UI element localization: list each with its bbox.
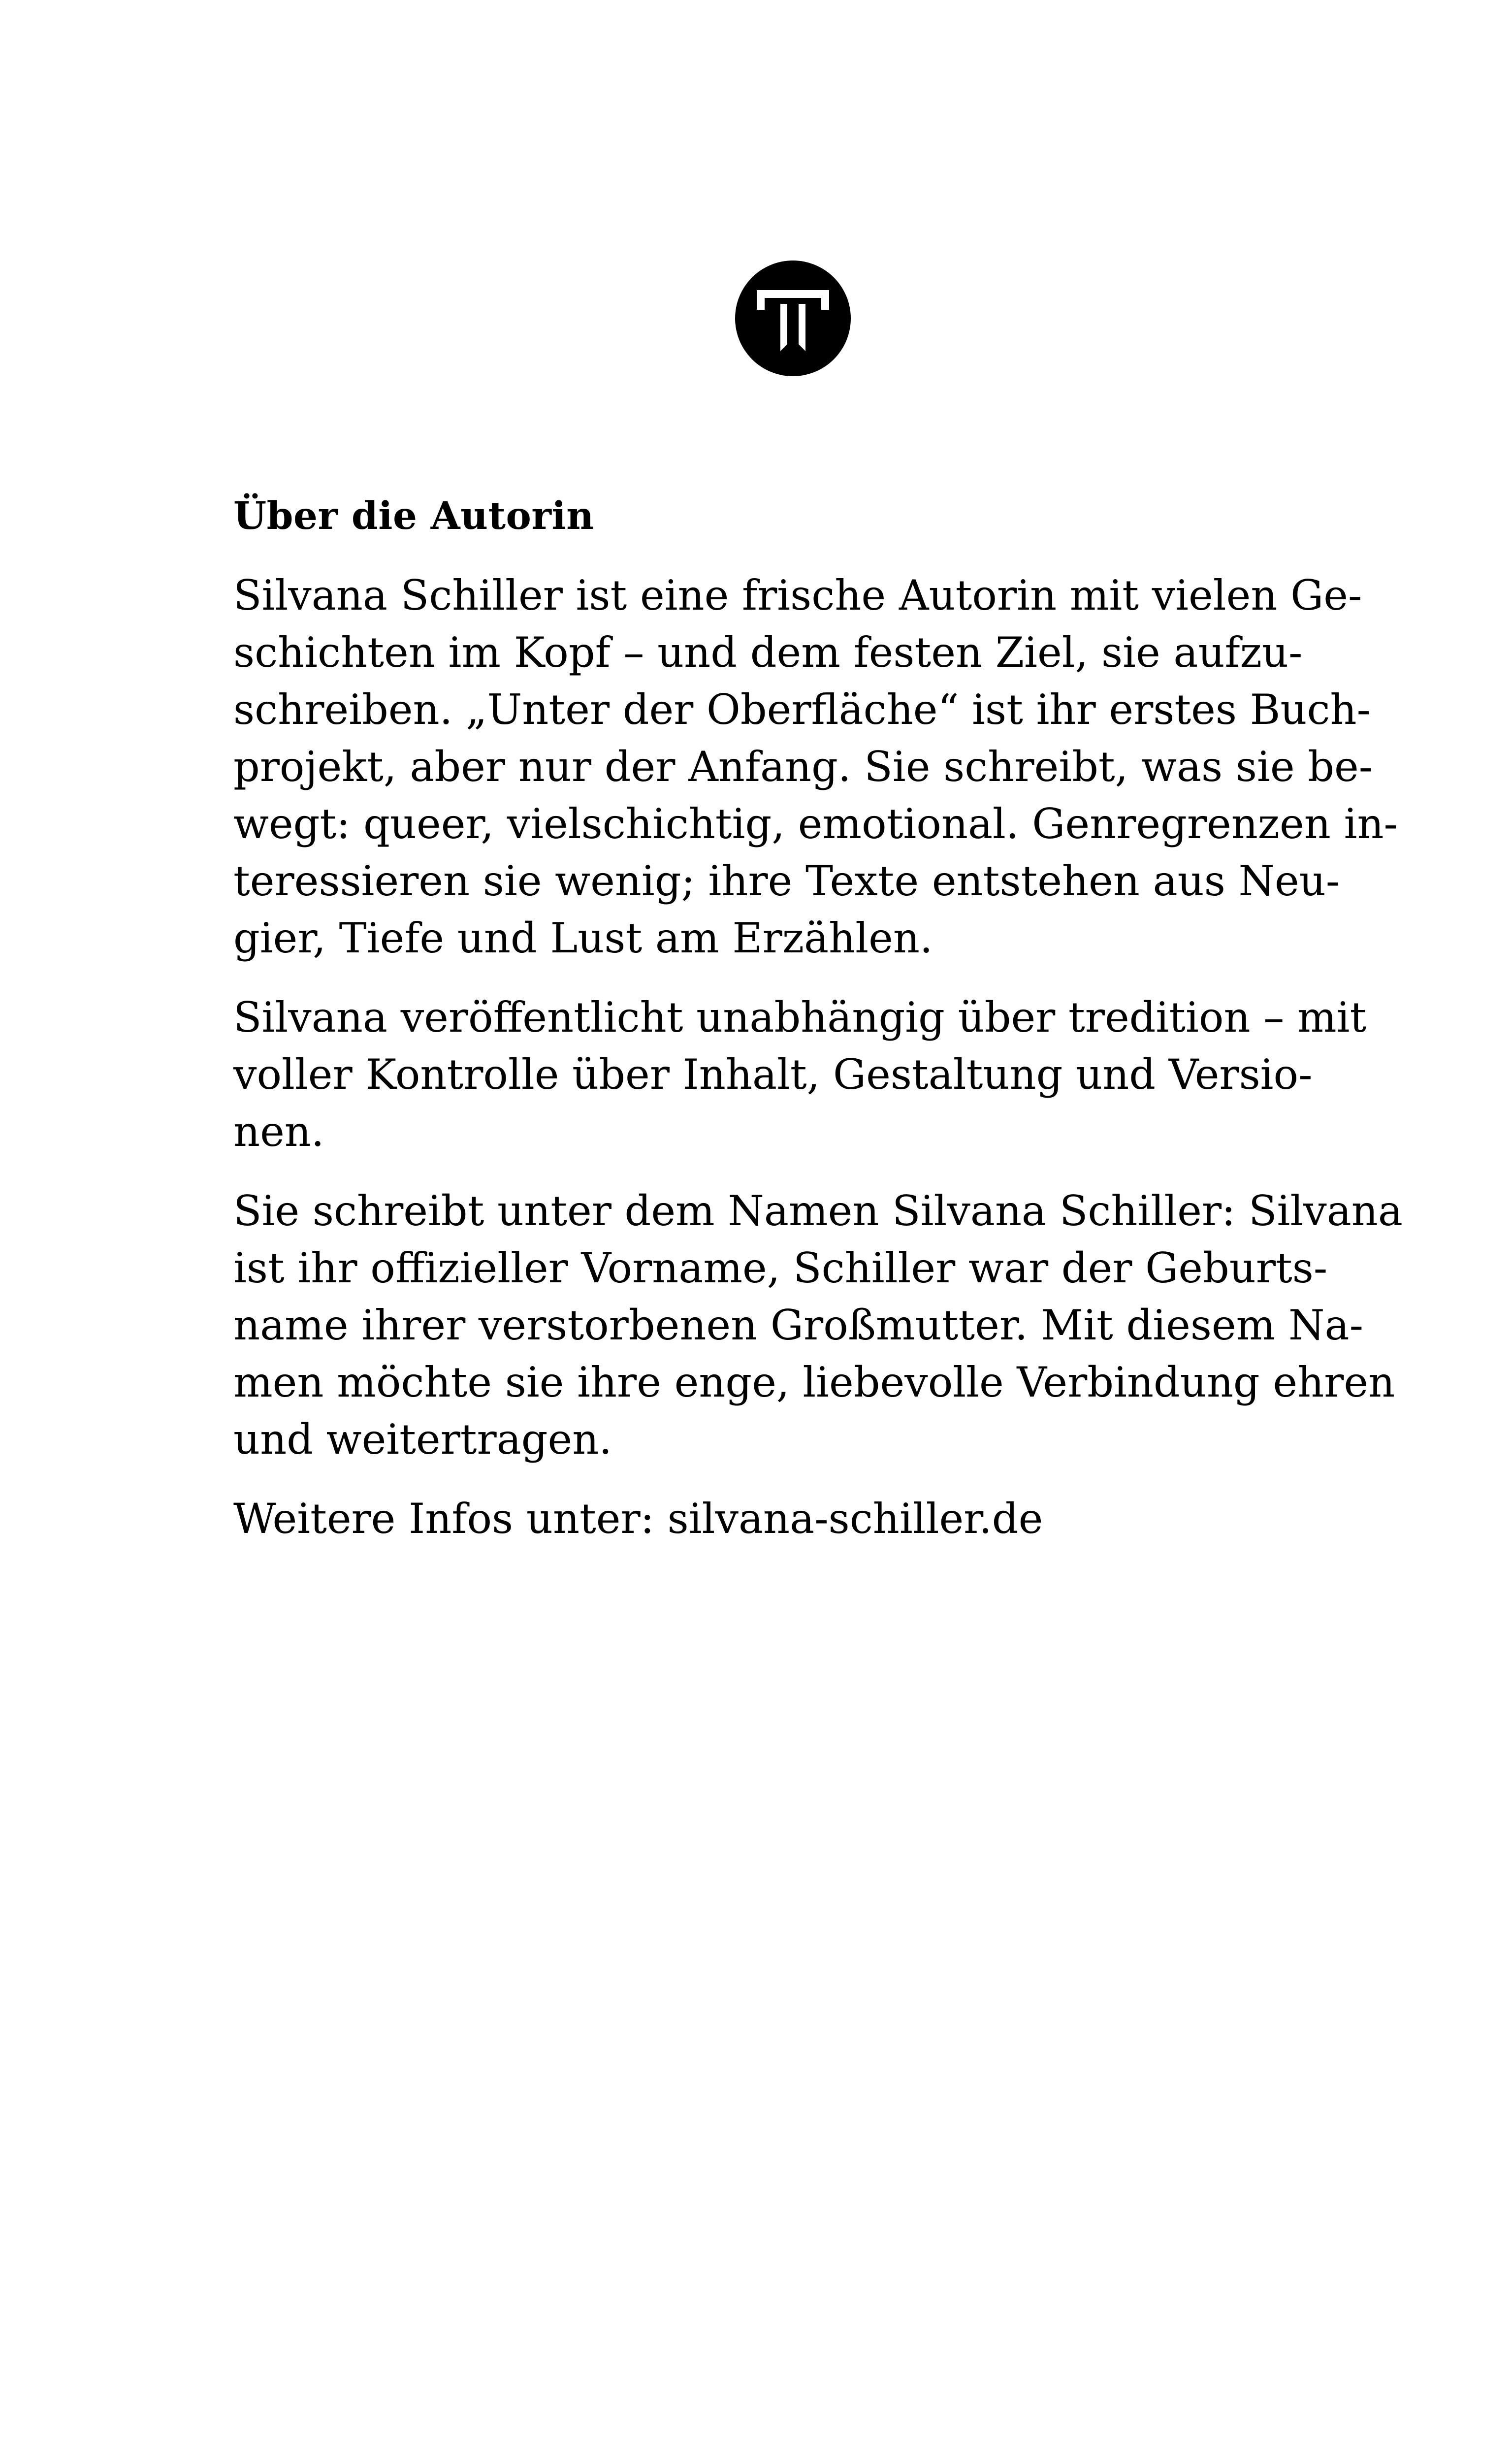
text-line: projekt, aber nur der Anfang. Sie schreibt, was sie be- bbox=[233, 743, 1373, 791]
text-line: name ihrer verstorbenen Großmutter. Mit diesem Na- bbox=[233, 1301, 1363, 1349]
paragraph-intro bbox=[233, 567, 1398, 967]
text-line: men möchte sie ihre enge, liebevolle Verbindung ehren bbox=[233, 1358, 1395, 1406]
text-line: nen. bbox=[233, 1107, 324, 1156]
tredition-logo-icon bbox=[735, 261, 851, 376]
text-line: ist ihr offizieller Vorname, Schiller war der Geburts- bbox=[233, 1244, 1328, 1292]
text-line: schreiben. „Unter der Oberfläche“ ist ihr erstes Buch- bbox=[233, 685, 1371, 734]
text-line: Sie schreibt unter dem Namen Silvana Schiller: Silvana bbox=[233, 1187, 1403, 1235]
text-line: schichten im Kopf – und dem festen Ziel, sie aufzu- bbox=[233, 628, 1303, 677]
paragraph-website bbox=[233, 1490, 1361, 1547]
paragraph-publishing bbox=[233, 989, 1367, 1160]
text-line: und weitertragen. bbox=[233, 1415, 612, 1464]
text-line: Silvana veröffentlicht unabhängig über tredition – mit bbox=[233, 993, 1367, 1042]
logo-graphic bbox=[735, 261, 851, 376]
text-line: Silvana Schiller ist eine frische Autorin mit vielen Ge- bbox=[233, 571, 1362, 619]
section-heading: Über die Autorin bbox=[233, 494, 594, 538]
text-line: wegt: queer, vielschichtig, emotional. Genregrenzen in- bbox=[233, 800, 1398, 848]
text-line: gier, Tiefe und Lust am Erzählen. bbox=[233, 914, 933, 962]
about-author-section bbox=[233, 488, 1403, 1569]
text-line: voller Kontrolle über Inhalt, Gestaltung und Versio- bbox=[233, 1050, 1313, 1099]
website-line: Weitere Infos unter: silvana-schiller.de bbox=[233, 1495, 1043, 1543]
text-line: teressieren sie wenig; ihre Texte entstehen aus Neu- bbox=[233, 857, 1340, 905]
paragraph-name-origin bbox=[233, 1182, 1403, 1468]
